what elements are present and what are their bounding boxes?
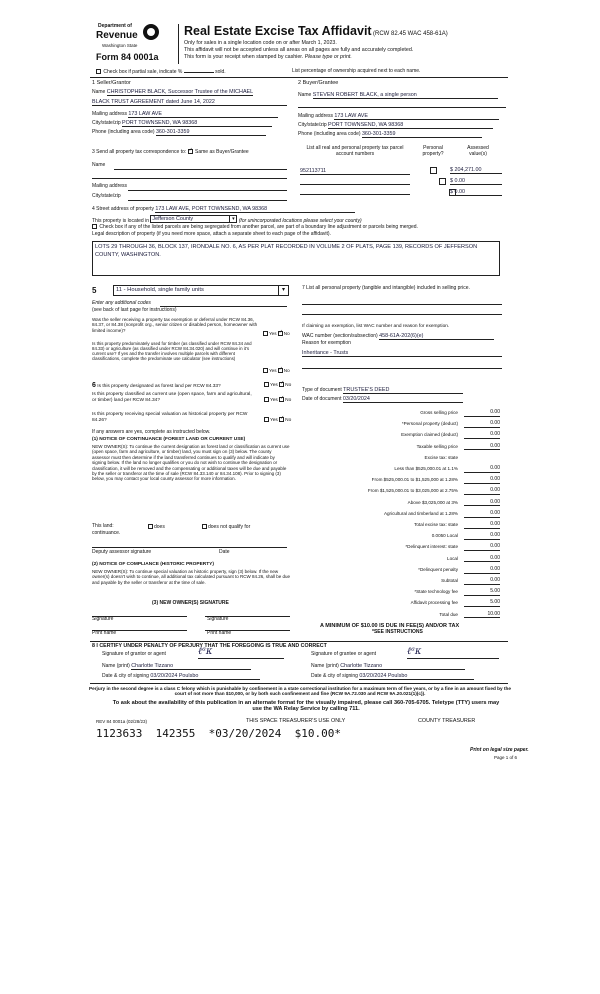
s6q2-yes-checkbox[interactable] xyxy=(264,397,269,402)
legal-paper-note: Print on legal size paper. xyxy=(470,747,529,753)
buyer-heading: 2 Buyer/Grantee xyxy=(298,80,339,86)
partial-sold-label: sold. xyxy=(215,69,226,75)
tax-row-value[interactable]: 0.00 xyxy=(464,522,500,529)
tax-row-label: Gross selling price xyxy=(420,410,458,415)
tax-row-value[interactable]: 0.00 xyxy=(464,511,500,518)
partial-sale-checkbox[interactable] xyxy=(96,69,101,74)
doc-date-row xyxy=(302,396,463,403)
grantee-signature-row xyxy=(311,646,501,658)
tax-row xyxy=(300,455,500,463)
land-does-not-label: does not qualify for xyxy=(208,524,251,530)
doc-type-row xyxy=(302,387,463,394)
grantor-signature-label: Signature of grantor or agent xyxy=(102,651,166,657)
section3-address-label: Mailing address xyxy=(92,183,128,189)
revenue-word: Revenue xyxy=(96,30,138,41)
state-line: Washington State xyxy=(102,43,138,48)
section3-address-row xyxy=(92,184,287,190)
seller-phone-field[interactable]: 360-301-3359 xyxy=(156,129,266,136)
street-label: 4 Street address of property xyxy=(92,206,154,212)
tax-row xyxy=(300,444,500,452)
tax-row-label: Total due xyxy=(439,611,458,617)
section6-q1-row xyxy=(92,382,292,390)
buyer-name-label: Name xyxy=(298,92,312,98)
tax-row-value[interactable]: 0.00 xyxy=(464,567,500,574)
section6-number: 6 xyxy=(92,382,96,389)
personal-property-checkbox-1[interactable] xyxy=(430,167,437,174)
section3-name-field[interactable] xyxy=(114,169,287,170)
s6q3-yes-label: Yes xyxy=(270,418,278,423)
assessed-value-2[interactable]: $ 0.00 xyxy=(450,178,502,185)
tax-row-label: Agricultural and timberland at 1.28% xyxy=(383,510,458,516)
section5-q2: Is this property predominately used for timber (as classified under RCW 84.34 and 84.33) or agriculture (as classified under RCW 84.34.020) and will continue in it's current use? If yes and the transfer involves multiple parcels with different classifications, complete the predominate use calculator (see instructions) xyxy=(92,341,252,362)
land-use-value: 11 - Household, single family units xyxy=(116,287,204,293)
header-note-2: This affidavit will not be accepted unless all areas on all pages are fully and accurately completed. xyxy=(184,47,414,53)
tax-row-value[interactable]: 0.00 xyxy=(464,477,500,484)
rule xyxy=(90,77,508,78)
chevron-down-icon: ▾ xyxy=(229,216,236,222)
tax-row xyxy=(300,600,500,608)
tax-row-label: Above $3,025,000 at 3% xyxy=(407,499,458,505)
new-owner-print-name-2[interactable]: Print name xyxy=(207,630,232,636)
tax-row-label: Excise tax: state xyxy=(424,454,458,460)
section3-city-label: City/state/zip xyxy=(92,193,121,199)
additional-codes-field[interactable] xyxy=(160,306,287,307)
buyer-city-field[interactable]: PORT TOWNSEND, WA 98368 xyxy=(328,122,493,129)
section3-city-field[interactable] xyxy=(128,200,287,201)
tax-row-value[interactable]: 0.00 xyxy=(464,533,500,540)
section5-number: 5 xyxy=(92,286,97,295)
tax-row xyxy=(300,578,500,586)
revenue-logo xyxy=(96,24,176,52)
buyer-name-row xyxy=(298,92,506,99)
reason-label: Reason for exemption xyxy=(302,340,351,346)
buyer-city-label: City/state/zip xyxy=(298,122,327,128)
grantee-name-row xyxy=(311,663,501,670)
tax-row-label: Total excise tax: state xyxy=(414,522,458,527)
grantee-date-row xyxy=(311,673,501,680)
same-as-buyer-label: Same as Buyer/Grantee xyxy=(195,149,249,155)
seller-name-label: Name xyxy=(92,89,106,95)
section6-q2: Is this property classified as current use (open space, farm and agricultural, or timber) land per RCW 84.34? xyxy=(92,392,252,403)
grantor-date-field[interactable]: 03/20/2024 Poulsbo xyxy=(150,673,260,680)
new-owner-print-name-1[interactable]: Print name xyxy=(92,630,117,636)
land-does-checkbox[interactable] xyxy=(148,524,153,529)
form-title-line xyxy=(184,24,448,38)
dept-line: Department of xyxy=(98,23,132,29)
tax-row xyxy=(300,500,500,508)
section5-q1: Was the seller receiving a property tax exemption or deferral under RCW 84.36, 84.37, or 84.38 (nonprofit org., senior citizen or disabled person, homeowner with limited income)? xyxy=(92,317,258,333)
parcel-col-header: List all real and personal property tax parcel account numbers xyxy=(306,145,404,157)
tax-row-label: *Personal property (deduct) xyxy=(401,421,458,427)
tax-row xyxy=(300,477,500,485)
grantor-date-label: Date & city of signing xyxy=(102,673,149,679)
grantee-signature-label: Signature of grantee or agent xyxy=(311,651,377,657)
tax-row-value[interactable]: 0.00 xyxy=(464,544,500,551)
q2-no-checkbox[interactable] xyxy=(278,368,283,373)
s6q1-no-checkbox[interactable] xyxy=(279,382,284,387)
section3-city-row xyxy=(92,194,287,200)
county-treasurer-label: COUNTY TREASURER xyxy=(418,718,476,724)
section8-heading: 8 I CERTIFY UNDER PENALTY OF PERJURY THAT THE FOREGOING IS TRUE AND CORRECT xyxy=(92,643,327,649)
q1-no-checkbox[interactable] xyxy=(278,331,283,336)
seller-phone-label: Phone (including area code) xyxy=(92,129,155,135)
section6-if-yes: If any answers are yes, complete as instructed below. xyxy=(92,429,211,435)
this-land-row xyxy=(92,524,292,530)
tax-row-label: From $525,000.01 to $1,525,000 at 1.28% xyxy=(371,477,458,483)
section6-q1: Is this property designated as forest land per RCW 84.33? xyxy=(97,384,221,389)
grantee-name-field[interactable]: Charlotte Tizzano xyxy=(340,663,465,670)
cashier-receipt-stamp: 1123633 142355 *03/20/2024 $10.00* xyxy=(96,727,342,740)
tax-row-value[interactable]: 0.00 xyxy=(464,488,500,495)
segregated-checkbox[interactable] xyxy=(92,224,97,229)
s6q1-yes-label: Yes xyxy=(270,383,278,388)
header-note-3: This form is your receipt when stamped by cashier. xyxy=(184,54,304,60)
tax-row-value[interactable]: 0.00 xyxy=(464,466,500,473)
grantor-signature[interactable]: ℓᵃκ xyxy=(198,646,284,659)
section3-heading-row xyxy=(92,149,249,156)
seller-city-label: City/state/zip xyxy=(92,120,121,126)
notice1-title: (1) NOTICE OF CONTINUANCE (FOREST LAND OR CURRENT USE) xyxy=(92,437,246,442)
grantor-date-row xyxy=(102,673,287,680)
section3-address-field[interactable] xyxy=(128,190,287,191)
s6q2-answers xyxy=(264,397,291,404)
form-citation: (RCW 82.45 WAC 458-61A) xyxy=(372,31,448,37)
buyer-name-field[interactable]: STEVEN ROBERT BLACK, a single person xyxy=(313,92,498,99)
tax-row-value[interactable]: 0.00 xyxy=(464,432,500,439)
rule xyxy=(302,304,502,305)
doc-type-field[interactable]: TRUSTEE'S DEED xyxy=(343,387,463,394)
ownership-note: List percentage of ownership acquired next to each name. xyxy=(292,68,421,74)
tax-row xyxy=(300,589,500,597)
grantee-name-label: Name (print) xyxy=(311,663,339,669)
seller-name-field[interactable]: CHRISTOPHER BLACK, Successor Trustee of the MICHAEL xyxy=(106,89,254,95)
county-note: (for unincorporated locations please select your county) xyxy=(238,218,362,224)
wac-field[interactable]: 458-61A-202(6)(e) xyxy=(379,333,494,340)
tax-row xyxy=(300,421,500,429)
form-title: Real Estate Excise Tax Affidavit xyxy=(184,24,372,38)
tax-row-label: From $1,525,000.01 to $3,025,000 at 2.75% xyxy=(367,488,458,494)
tax-row xyxy=(300,410,500,418)
tax-row xyxy=(300,488,500,496)
seller-heading: 1 Seller/Grantor xyxy=(92,80,131,86)
page-number: Page 1 of 6 xyxy=(494,755,518,760)
tax-row xyxy=(300,567,500,575)
parcel-number-field[interactable]: 952113711 xyxy=(300,168,410,175)
section7-heading: 7 List all personal property (tangible and intangible) included in selling price. xyxy=(302,285,470,291)
tax-row-value[interactable]: 0.00 xyxy=(464,421,500,428)
perjury-notice: Perjury in the second degree is a class C felony which is punishable by confinement in a state correctional institution for a maximum term of five years, or by a fine in an amount fixed by the court of not more than $10,000, or by both such confinement and fine (RCW 9A.72.030 and RCW 9A.20.021(1)(c)). xyxy=(89,686,511,697)
section3-heading: 3 Send all property tax correspondence to: xyxy=(92,149,187,155)
legal-description-label: Legal description of property (if you need more space, attach a separate sheet to each page of the affidavit). xyxy=(92,231,331,237)
section5-q2-answers xyxy=(263,368,290,373)
tax-row-label: Taxable selling price xyxy=(416,443,458,449)
tax-row xyxy=(300,612,500,620)
doc-date-field[interactable]: 03/20/2024 xyxy=(343,396,463,403)
rule xyxy=(302,368,502,369)
tax-row-value[interactable]: 0.00 xyxy=(464,500,500,507)
legal-description-box[interactable]: LOTS 29 THROUGH 36, BLOCK 137, IRONDALE NO. 6, AS PER PLAT RECORDED IN VOLUME 2 OF PLATS, PAGE 139, RECORDS OF JEFFERSON COUNTY, WASHINGTON. xyxy=(92,241,500,276)
tax-row-label: Exemption claimed (deduct) xyxy=(401,432,458,438)
rule xyxy=(92,178,287,179)
tax-row xyxy=(300,556,500,564)
buyer-address-field[interactable]: 173 LAW AVE xyxy=(334,113,499,120)
tax-row-label: Affidavit processing fee xyxy=(410,600,458,606)
additional-codes-note: (see back of last page for instructions) xyxy=(92,307,177,313)
land-does-label: does xyxy=(154,524,165,530)
treasurer-space-label: THIS SPACE TREASURER'S USE ONLY xyxy=(246,718,346,724)
header-note-3b: Please type or print. xyxy=(304,54,352,60)
seller-address-label: Mailing address xyxy=(92,111,128,117)
grantor-name-field[interactable]: Charlotte Tizzano xyxy=(131,663,251,670)
tax-row-value[interactable]: 5.00 xyxy=(464,589,500,596)
notice2-title: (2) NOTICE OF COMPLIANCE (HISTORIC PROPERTY) xyxy=(92,562,214,567)
additional-codes-label: Enter any additional codes xyxy=(92,300,151,306)
segregated-row xyxy=(92,224,418,231)
buyer-phone-row xyxy=(298,131,506,138)
county-select[interactable] xyxy=(150,215,237,223)
revenue-emblem-icon xyxy=(143,24,159,40)
tax-row-value[interactable]: 0.00 xyxy=(464,556,500,563)
rule xyxy=(302,314,502,315)
partial-sale-row xyxy=(96,69,226,76)
reason-field[interactable]: Inheritance - Trusts xyxy=(302,350,502,357)
seller-city-field[interactable]: PORT TOWNSEND, WA 98368 xyxy=(122,120,272,127)
tax-row-value[interactable]: 0.00 xyxy=(464,410,500,417)
partial-sale-label: Check box if partial sale, indicate % xyxy=(103,69,183,75)
tax-row-value[interactable]: 10.00 xyxy=(464,612,500,619)
tax-row xyxy=(300,544,500,552)
grantee-signature[interactable]: ℓᵃκ xyxy=(407,646,499,659)
new-owner-signature-1[interactable]: Signature xyxy=(92,616,114,622)
q1-yes-label: Yes xyxy=(269,331,277,336)
street-row xyxy=(92,206,355,213)
rule xyxy=(90,683,508,684)
section5-q1-answers xyxy=(263,331,290,336)
rule xyxy=(300,194,410,195)
land-use-select[interactable] xyxy=(113,285,289,296)
doc-type-label: Type of document xyxy=(302,387,342,393)
exemption-note: If claiming an exemption, list WAC number and reason for exemption. xyxy=(302,324,450,329)
seller-name-field-2[interactable]: BLACK TRUST AGREEMENT dated June 14, 2022 xyxy=(92,99,287,106)
land-does-not-checkbox[interactable] xyxy=(202,524,207,529)
personal-property-checkbox-2[interactable] xyxy=(439,178,446,185)
tax-row-value[interactable]: 0.00 xyxy=(464,578,500,585)
tax-row xyxy=(300,432,500,440)
buyer-phone-field[interactable]: 360-301-3359 xyxy=(362,131,482,138)
tax-row xyxy=(300,522,500,530)
q2-yes-checkbox[interactable] xyxy=(263,368,268,373)
seller-name-row xyxy=(92,89,287,96)
buyer-phone-label: Phone (including area code) xyxy=(298,131,361,137)
segregated-label: Check box if any of the listed parcels are being segregated from another parcel, are part of a boundary line adjustment or parcels being merged. xyxy=(99,224,418,230)
q1-yes-checkbox[interactable] xyxy=(263,331,268,336)
s6q2-yes-label: Yes xyxy=(270,398,278,403)
tax-row-label: *Delinquent penalty xyxy=(418,566,458,572)
tax-row-value[interactable]: 5.00 xyxy=(464,600,500,607)
tax-row-label: 0.0050 Local xyxy=(431,533,458,539)
notice2-text: NEW OWNER(S): To continue special valuation as historic property, sign (3) below. If the new owner(s) doesn't wish to continue, all additional tax calculated pursuant to RCW 84.26, shall be due and payable by the seller or transferor at the time of sale. xyxy=(92,569,290,585)
grantor-name-row xyxy=(102,663,287,670)
seller-city-row xyxy=(92,120,287,127)
tax-row-value[interactable]: 0.00 xyxy=(464,444,500,451)
personal-col-header: Personal property? xyxy=(422,145,444,157)
grantor-name-label: Name (print) xyxy=(102,663,130,669)
section3-name-label: Name xyxy=(92,162,106,168)
seller-phone-row xyxy=(92,129,287,136)
deputy-date-label: Date xyxy=(219,549,230,555)
s6q2-no-checkbox[interactable] xyxy=(279,397,284,402)
buyer-address-label: Mailing address xyxy=(298,113,334,119)
tax-row-label: Subtotal xyxy=(441,578,458,583)
s6q3-answers xyxy=(264,417,291,424)
county-select-value: Jefferson County xyxy=(152,216,194,222)
grantee-date-field[interactable]: 03/20/2024 Poulsbo xyxy=(359,673,474,680)
section3-name-row xyxy=(92,163,287,169)
rule xyxy=(298,107,506,108)
new-owner-signature-2[interactable]: Signature xyxy=(207,616,229,622)
q2-yes-label: Yes xyxy=(269,368,277,373)
grantor-signature-row xyxy=(102,646,287,658)
form-number: Form 84 0001a xyxy=(96,52,159,62)
doc-date-label: Date of document xyxy=(302,396,342,402)
notice1-text: NEW OWNER(S): To continue the current designation as forest land or classification as current use (open space, farm and agriculture, or timber) land, you must sign on (3) below. The county assessor must then determine if the land transferred continues to qualify and will indicate by signing below. If the land no longer qualifies or you do not wish to continue the designation or classification, it will be removed and the compensating or additional taxes will be due and payable by the seller or transferor at the time of sale (RCW 84.33.140 or 84.34.108). Prior to signing (3) below, you may contact your local county assessor for more information. xyxy=(92,444,290,482)
s6q1-no-label: No xyxy=(285,383,292,388)
same-as-buyer-checkbox[interactable] xyxy=(188,149,193,154)
grantee-date-label: Date & city of signing xyxy=(311,673,358,679)
s6q3-no-checkbox[interactable] xyxy=(279,417,284,422)
tax-row xyxy=(300,533,500,541)
tax-row-label: *Delinquent interest: state xyxy=(405,544,458,550)
s6q3-no-label: No xyxy=(285,418,292,423)
deputy-signature-label: Deputy assessor signature xyxy=(92,549,152,555)
minimum-due-notice: A MINIMUM OF $10.00 IS DUE IN FEE(S) AND/OR TAX xyxy=(320,623,460,629)
street-field[interactable]: 173 LAW AVE, PORT TOWNSEND, WA 98368 xyxy=(155,206,355,213)
rule xyxy=(92,547,287,548)
s6q3-yes-checkbox[interactable] xyxy=(264,417,269,422)
tax-row-label: Local xyxy=(447,555,458,561)
header-note-1: Only for sales in a single location code on or after March 1, 2023. xyxy=(184,40,337,46)
county-label: This property is located in xyxy=(92,218,149,224)
accessibility-notice: To ask about the availability of this publication in an alternate format for the visually impaired, please call 360-705-6705. Teletype (TTY) users may use the WA Relay Service by calling 711. xyxy=(112,700,500,713)
wac-label: WAC number (section/subsection) xyxy=(302,333,378,339)
tax-row xyxy=(300,511,500,519)
new-owner-signature-title: (3) NEW OWNER(S) SIGNATURE xyxy=(152,600,229,606)
q2-no-label: No xyxy=(283,368,290,373)
section6-q3: Is this property receiving special valuation as historical property per RCW 84.26? xyxy=(92,412,248,423)
revision-label: REV 84 0001a (02/28/23) xyxy=(96,719,148,724)
header-divider xyxy=(178,24,179,64)
assessed-value-1[interactable]: $ 204,271.00 xyxy=(450,167,502,174)
s6q1-yes-checkbox[interactable] xyxy=(264,382,269,387)
seller-address-field[interactable]: 173 LAW AVE xyxy=(128,111,278,118)
buyer-address-row xyxy=(298,113,506,120)
this-land-label: This land: xyxy=(92,523,114,529)
q1-no-label: No xyxy=(283,331,290,336)
tax-row-label: Less than $525,000.01 at 1.1% xyxy=(394,466,458,471)
tax-row xyxy=(300,466,500,474)
seller-address-row xyxy=(92,111,287,118)
assessed-col-header: Assessed value(s) xyxy=(467,145,489,157)
buyer-city-row xyxy=(298,122,506,129)
see-instructions: *SEE INSTRUCTIONS xyxy=(372,629,423,635)
rule xyxy=(300,184,410,185)
chevron-down-icon: ▾ xyxy=(278,286,288,295)
rule xyxy=(90,641,508,642)
assessed-value-3[interactable]: $ 0.00 xyxy=(450,189,502,196)
s6q2-no-label: No xyxy=(285,398,292,403)
continuance-label: continuance. xyxy=(92,530,121,536)
tax-row-label: *State technology fee xyxy=(414,589,458,595)
header-note-3-line xyxy=(184,54,352,60)
